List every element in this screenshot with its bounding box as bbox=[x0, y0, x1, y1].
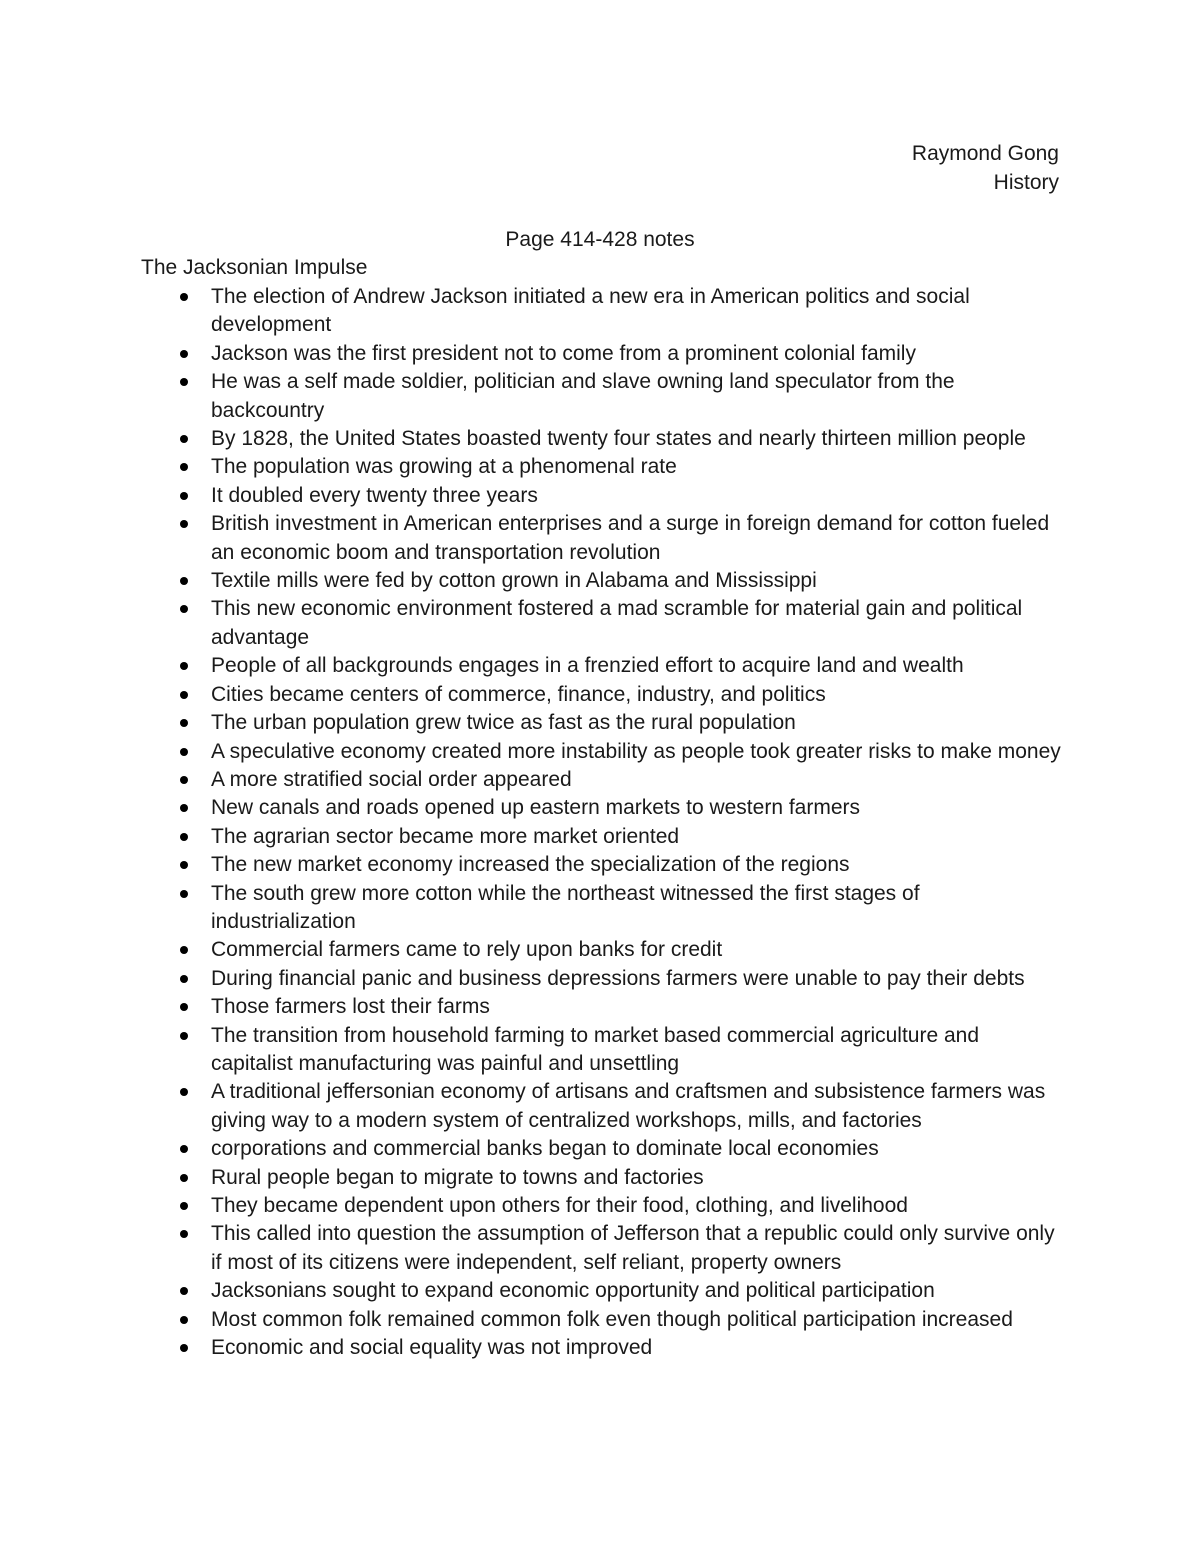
section-heading: The Jacksonian Impulse bbox=[141, 256, 368, 279]
bullet-icon bbox=[180, 1088, 188, 1096]
bullet-icon bbox=[180, 293, 188, 301]
document-title: Page 414-428 notes bbox=[505, 228, 695, 251]
list-item-text: They became dependent upon others for their food, clothing, and livelihood bbox=[211, 1194, 908, 1217]
bullet-icon bbox=[180, 691, 188, 699]
list-item-text: The population was growing at a phenomenal rate bbox=[211, 455, 677, 479]
list-item-text: corporations and commercial banks began to dominate local economies bbox=[211, 1137, 879, 1161]
list-item bbox=[211, 993, 1061, 1021]
list-item bbox=[211, 1192, 1061, 1220]
subject-label: History bbox=[993, 170, 1059, 194]
list-item bbox=[211, 1306, 1061, 1334]
bullet-icon bbox=[180, 1316, 188, 1324]
bullet-icon bbox=[180, 605, 188, 613]
list-item-text: During financial panic and business depressions farmers were unable to pay their debts bbox=[211, 966, 1025, 990]
list-item bbox=[211, 368, 1061, 425]
list-item bbox=[211, 652, 1061, 680]
list-item bbox=[211, 681, 1061, 709]
list-item-text: Economic and social equality was not improved bbox=[211, 1336, 653, 1360]
list-item-text: Jackson was the first president not to come from a prominent colonial family bbox=[211, 341, 916, 365]
author-name: Raymond Gong bbox=[911, 142, 1059, 165]
list-item-text: A more stratified social order appeared bbox=[211, 767, 572, 791]
bullet-icon bbox=[180, 861, 188, 869]
list-item-text: The new market economy increased the specialization of the regions bbox=[211, 853, 850, 877]
bullet-icon bbox=[180, 1344, 188, 1352]
list-item bbox=[211, 823, 1061, 851]
list-item-text: The transition from household farming to market based commercial agriculture and capitalist manufacturing was painful and unsettling bbox=[211, 1023, 980, 1075]
list-item bbox=[211, 567, 1061, 595]
bullet-icon bbox=[180, 662, 188, 670]
list-item-text: The agrarian sector became more market oriented bbox=[211, 824, 680, 848]
bullet-icon bbox=[180, 577, 188, 585]
list-item bbox=[211, 482, 1061, 510]
list-item bbox=[211, 851, 1061, 879]
list-item-text: This called into question the assumption of Jefferson that a republic could only survive only if most of its citizens were independent, self reliant, property owners bbox=[211, 1222, 1055, 1274]
list-item bbox=[211, 1277, 1061, 1305]
list-item-text: It doubled every twenty three years bbox=[211, 483, 538, 507]
list-item-text: By 1828, the United States boasted twenty four states and nearly thirteen million people bbox=[211, 427, 1026, 451]
list-item-text: This new economic environment fostered a mad scramble for material gain and political advantage bbox=[211, 597, 1023, 649]
bullet-icon bbox=[180, 520, 188, 528]
list-item bbox=[211, 1078, 1061, 1135]
list-item-text: Jacksonians sought to expand economic opportunity and political participation bbox=[211, 1279, 935, 1303]
bullet-icon bbox=[180, 1287, 188, 1295]
list-item-text: A speculative economy created more instability as people took greater risks to make money bbox=[211, 739, 1061, 763]
bullet-icon bbox=[180, 492, 188, 500]
bullet-icon bbox=[180, 350, 188, 358]
list-item bbox=[211, 425, 1061, 453]
list-item bbox=[211, 1135, 1061, 1163]
list-item bbox=[211, 794, 1061, 822]
bullet-icon bbox=[180, 776, 188, 784]
bullet-icon bbox=[180, 378, 188, 386]
bullet-icon bbox=[180, 804, 188, 812]
bullet-icon bbox=[180, 1174, 188, 1182]
bullet-icon bbox=[180, 1145, 188, 1153]
list-item-text: Textile mills were fed by cotton grown in Alabama and Mississippi bbox=[211, 569, 817, 593]
list-item bbox=[211, 453, 1061, 481]
bullet-icon bbox=[180, 1202, 188, 1210]
list-item-text: Rural people began to migrate to towns and factories bbox=[211, 1165, 704, 1189]
bullet-icon bbox=[180, 435, 188, 443]
list-item bbox=[211, 595, 1061, 652]
list-item-text: A traditional jeffersonian economy of artisans and craftsmen and subsistence farmers was giving way to a modern system of centralized workshops, mills, and factories bbox=[211, 1080, 1046, 1132]
list-item bbox=[211, 965, 1061, 993]
document-header bbox=[912, 140, 1059, 197]
list-item bbox=[211, 936, 1061, 964]
list-item bbox=[211, 738, 1061, 766]
list-item bbox=[211, 340, 1061, 368]
list-item bbox=[211, 766, 1061, 794]
list-item bbox=[211, 880, 1061, 937]
bullet-icon bbox=[180, 1230, 188, 1238]
notes-list bbox=[211, 283, 1061, 1362]
list-item bbox=[211, 1022, 1061, 1079]
list-item-text: British investment in American enterprises and a surge in foreign demand for cotton fueled an economic boom and transportation revolution bbox=[211, 512, 1050, 564]
list-item-text: People of all backgrounds engages in a frenzied effort to acquire land and wealth bbox=[211, 654, 964, 678]
bullet-icon bbox=[180, 1032, 188, 1040]
list-item bbox=[211, 283, 1061, 340]
bullet-icon bbox=[180, 719, 188, 727]
list-item bbox=[211, 1164, 1061, 1192]
list-item-text: New canals and roads opened up eastern markets to western farmers bbox=[211, 796, 861, 820]
list-item-text: Commercial farmers came to rely upon banks for credit bbox=[211, 938, 723, 962]
bullet-icon bbox=[180, 890, 188, 898]
list-item bbox=[211, 1334, 1061, 1362]
list-item-text: Cities became centers of commerce, finance, industry, and politics bbox=[211, 682, 826, 706]
list-item-text: The election of Andrew Jackson initiated a new era in American politics and social development bbox=[211, 285, 970, 337]
list-item bbox=[211, 1220, 1061, 1277]
bullet-icon bbox=[180, 463, 188, 471]
list-item-text: He was a self made soldier, politician and slave owning land speculator from the backcountry bbox=[211, 370, 955, 422]
list-item-text: The urban population grew twice as fast as the rural population bbox=[211, 711, 796, 735]
bullet-icon bbox=[180, 1003, 188, 1011]
list-item-text: Most common folk remained common folk even though political participation increased bbox=[211, 1307, 1013, 1331]
bullet-icon bbox=[180, 833, 188, 841]
list-item bbox=[211, 709, 1061, 737]
list-item bbox=[211, 510, 1061, 567]
bullet-icon bbox=[180, 975, 188, 983]
list-item-text: Those farmers lost their farms bbox=[211, 995, 490, 1019]
bullet-icon bbox=[180, 946, 188, 954]
list-item-text: The south grew more cotton while the northeast witnessed the first stages of industrialization bbox=[211, 881, 920, 933]
bullet-icon bbox=[180, 748, 188, 756]
